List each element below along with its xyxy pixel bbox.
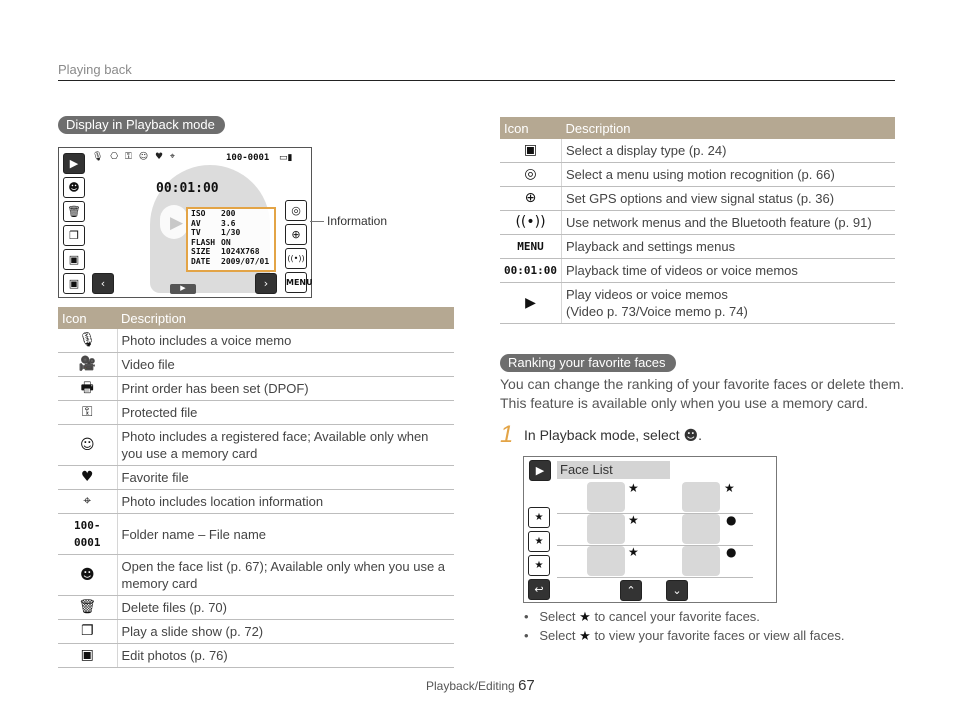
- scroll-up-icon[interactable]: ⌃: [620, 580, 642, 601]
- table-row: [500, 187, 895, 211]
- face-dot-icon: ●: [726, 545, 737, 559]
- bullet-item: • Select ★ to cancel your favorite faces.: [524, 609, 760, 625]
- lcd-file-number: 100-0001: [226, 153, 270, 163]
- gps-icon: ⊕: [500, 187, 561, 211]
- row-description: [561, 259, 895, 283]
- table-row: [58, 377, 454, 401]
- table-row: [500, 211, 895, 235]
- info-row: [188, 209, 274, 219]
- favorite-star-icon: ★: [628, 513, 639, 527]
- info-value: 3.6: [221, 218, 236, 228]
- voice-memo-icon: 🎙: [58, 329, 117, 353]
- row-description: [561, 235, 895, 259]
- face-list-icon: ☻: [683, 428, 699, 444]
- description-text: Play videos or voice memos: [565, 287, 728, 302]
- playback-mode-icon[interactable]: ▶: [529, 460, 551, 481]
- view-favorite-icon: ★: [579, 629, 591, 644]
- description-text: Edit photos (p. 76): [121, 648, 228, 663]
- description-text: Print order has been set (DPOF): [121, 381, 309, 396]
- protected-key-icon: ⚿: [58, 401, 117, 425]
- cancel-favorite-icon: ★: [579, 610, 591, 625]
- registered-face-icon: ☺: [58, 425, 117, 466]
- favorite-heart-icon: ♥: [58, 466, 117, 490]
- play-triangle-icon: ▶: [170, 213, 184, 232]
- face-thumbnail[interactable]: [682, 546, 720, 576]
- folder-file-number-icon: 100-0001: [58, 514, 117, 555]
- row-description: [117, 329, 454, 353]
- left-icon-table: [58, 307, 454, 668]
- table-row: [58, 514, 454, 555]
- row-description: [117, 377, 454, 401]
- previous-arrow-icon[interactable]: ‹: [92, 273, 114, 294]
- info-key: FLASH: [191, 237, 216, 247]
- row-description: [117, 555, 454, 596]
- step-number: 1: [500, 421, 514, 448]
- info-row: [188, 219, 274, 229]
- info-callout-line: [310, 221, 324, 222]
- row-description: [561, 139, 895, 163]
- table-row: [58, 353, 454, 377]
- display-type-icon: ▣: [500, 139, 561, 163]
- network-icon: ((•)): [500, 211, 561, 235]
- step-text: In Playback mode, select ☻.: [524, 427, 703, 444]
- table-row: [500, 163, 895, 187]
- next-arrow-icon[interactable]: ›: [255, 273, 277, 294]
- description-text: Folder name – File name: [121, 526, 267, 542]
- table-row: [58, 555, 454, 596]
- info-row: [188, 238, 274, 248]
- header-rule: [58, 80, 895, 81]
- row-description: [117, 490, 454, 514]
- face-thumbnail[interactable]: [587, 514, 625, 544]
- table-row: [58, 466, 454, 490]
- info-key: TV: [191, 228, 201, 237]
- description-text: Select a menu using motion recognition (p. 66): [565, 167, 835, 182]
- running-head: Playing back: [58, 62, 132, 77]
- description-text: Delete files (p. 70): [121, 600, 227, 615]
- play-icon: ▶: [500, 283, 561, 324]
- section-pill-display: Display in Playback mode: [58, 116, 225, 134]
- location-icon: ⌖: [58, 490, 117, 514]
- cancel-favorite-icon[interactable]: ★: [528, 507, 550, 528]
- description-text: Play a slide show (p. 72): [121, 624, 264, 639]
- info-overlay: [186, 207, 276, 272]
- description-text: Video file: [121, 357, 175, 372]
- favorite-star-icon: ★: [628, 481, 639, 495]
- rank-favorite-icon[interactable]: ★: [528, 531, 550, 552]
- bullet-text: to cancel your favorite faces.: [594, 609, 760, 624]
- table-row: [58, 329, 454, 353]
- gps-icon[interactable]: ⊕: [285, 224, 307, 245]
- row-description: [117, 466, 454, 490]
- table-row: [500, 283, 895, 324]
- info-value: 200: [221, 209, 236, 218]
- description-text: Use network menus and the Bluetooth feature (p. 91): [565, 215, 872, 230]
- face-row-divider: [557, 545, 753, 546]
- back-icon[interactable]: ↩: [528, 579, 550, 600]
- bullet-text: Select: [539, 628, 576, 643]
- favorite-star-icon: ★: [628, 545, 639, 559]
- face-list-icon: ☻: [58, 555, 117, 596]
- row-description: [117, 425, 454, 466]
- table-row: [58, 596, 454, 620]
- row-description: [117, 353, 454, 377]
- description-text: Protected file: [121, 405, 198, 420]
- info-value: 1/30: [221, 228, 241, 237]
- info-value: 1024X768: [221, 247, 260, 256]
- favorite-star-icon: ★: [724, 481, 735, 495]
- playback-mode-icon[interactable]: ▶: [63, 153, 85, 174]
- table-row: [500, 235, 895, 259]
- table-header-description: Description: [117, 307, 454, 329]
- info-value: 2009/07/01: [221, 256, 270, 266]
- face-thumbnail[interactable]: [682, 482, 720, 512]
- info-row: [188, 247, 274, 257]
- footer-section: Playback/Editing: [426, 679, 515, 693]
- info-key: SIZE: [191, 247, 211, 256]
- lcd-playback-time: 00:01:00: [156, 181, 219, 196]
- row-description: [117, 620, 454, 644]
- bullet-text: Select: [539, 609, 576, 624]
- page-number: 67: [518, 677, 535, 694]
- face-dot-icon: ●: [726, 513, 737, 527]
- table-header-icon: Icon: [500, 117, 561, 139]
- table-row: [58, 644, 454, 668]
- info-key: ISO: [191, 209, 206, 218]
- info-key: AV: [191, 218, 201, 228]
- display-type-icon[interactable]: ▣: [63, 273, 85, 294]
- play-tab-icon[interactable]: ▶: [170, 284, 196, 294]
- table-header-icon: Icon: [58, 307, 117, 329]
- table-row: [58, 490, 454, 514]
- row-description: [561, 283, 895, 324]
- table-row: [58, 425, 454, 466]
- scroll-down-icon[interactable]: ⌄: [666, 580, 688, 601]
- info-value: ON: [221, 237, 231, 247]
- face-list-title: Face List: [557, 461, 670, 479]
- lcd-status-icons: 🎙 ⎔ ⚿ ☺ ♥ ⌖: [92, 152, 177, 162]
- description-text: Set GPS options and view signal status (p. 36): [565, 191, 835, 206]
- table-row: [58, 620, 454, 644]
- row-description: [561, 211, 895, 235]
- face-list-icon[interactable]: ☻: [63, 177, 85, 198]
- info-row: [188, 228, 274, 238]
- info-row: [188, 257, 274, 267]
- step-instruction: In Playback mode, select: [524, 427, 680, 443]
- row-description: [117, 401, 454, 425]
- table-row: [58, 401, 454, 425]
- slide-show-icon: ❐: [58, 620, 117, 644]
- table-row: [500, 259, 895, 283]
- page-footer: [426, 677, 535, 694]
- motion-recognition-icon: ◎: [500, 163, 561, 187]
- slide-show-icon[interactable]: ❐: [63, 225, 85, 246]
- section-pill-ranking: Ranking your favorite faces: [500, 354, 676, 372]
- video-file-icon: 🎥: [58, 353, 117, 377]
- view-favorite-icon[interactable]: ★: [528, 555, 550, 576]
- bullet-item: • Select ★ to view your favorite faces or view all faces.: [524, 628, 845, 644]
- face-thumbnail[interactable]: [682, 514, 720, 544]
- face-thumbnail[interactable]: [587, 546, 625, 576]
- description-text: Photo includes location information: [121, 494, 324, 509]
- row-description: [117, 644, 454, 668]
- right-icon-table: [500, 117, 895, 324]
- intro-text-line-1: You can change the ranking of your favorite faces or delete them.: [500, 376, 905, 392]
- description-text: Photo includes a registered face; Available only when you use a memory card: [121, 429, 429, 461]
- playback-time-icon: 00:01:00: [500, 259, 561, 283]
- face-thumbnail[interactable]: [587, 482, 625, 512]
- description-text: Playback and settings menus: [565, 239, 736, 254]
- print-order-icon: 🖶: [58, 377, 117, 401]
- row-description: [117, 514, 454, 555]
- face-row-divider: [557, 577, 753, 578]
- motion-recognition-icon[interactable]: ◎: [285, 200, 307, 221]
- bullet-text: to view your favorite faces or view all faces.: [594, 628, 845, 643]
- menu-icon: MENU: [500, 235, 561, 259]
- edit-photo-icon: ▣: [58, 644, 117, 668]
- table-row: [500, 139, 895, 163]
- description-text: (Video p. 73/Voice memo p. 74): [565, 304, 748, 319]
- delete-trash-icon[interactable]: 🗑: [63, 201, 85, 222]
- description-text: Favorite file: [121, 470, 189, 485]
- intro-text-line-2: This feature is available only when you use a memory card.: [500, 395, 869, 411]
- battery-icon: ▭▮: [279, 152, 293, 162]
- delete-trash-icon: 🗑: [58, 596, 117, 620]
- network-icon[interactable]: ((•)): [285, 248, 307, 269]
- table-header-description: Description: [561, 117, 895, 139]
- face-row-divider: [557, 513, 753, 514]
- row-description: [117, 596, 454, 620]
- menu-button[interactable]: MENU: [285, 272, 307, 293]
- description-text: Photo includes a voice memo: [121, 333, 292, 348]
- info-key: DATE: [191, 256, 211, 266]
- description-text: Open the face list (p. 67); Available only when you use a memory card: [121, 559, 446, 591]
- description-text: Playback time of videos or voice memos: [565, 263, 798, 278]
- edit-photo-icon[interactable]: ▣: [63, 249, 85, 270]
- description-text: Select a display type (p. 24): [565, 143, 727, 158]
- row-description: [561, 163, 895, 187]
- row-description: [561, 187, 895, 211]
- info-callout-label: Information: [327, 214, 388, 228]
